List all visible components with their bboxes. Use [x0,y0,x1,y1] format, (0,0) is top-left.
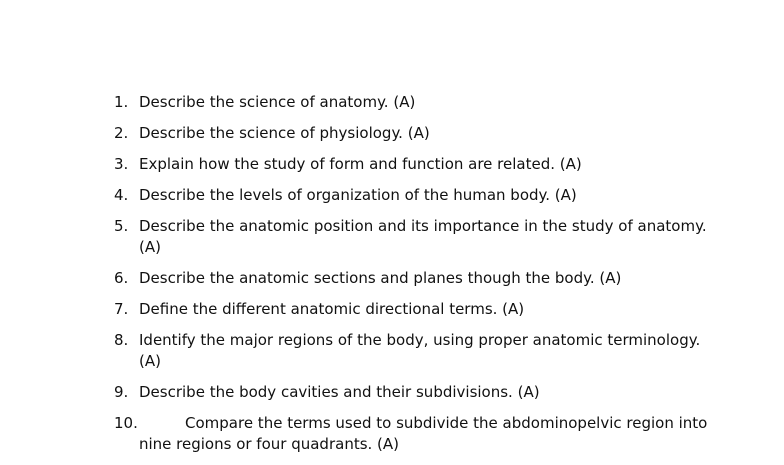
list-item-number: 1. [114,93,129,111]
list-item-text: Compare the terms used to subdivide the abdominopelvic region into nine regions or four quadrants. (A) [139,414,708,453]
list-item-text: Explain how the study of form and function are related. (A) [139,155,582,173]
list-item-number: 6. [114,269,129,287]
list-item-text: Describe the levels of organization of the human body. (A) [139,186,577,204]
list-item-text: Describe the body cavities and their subdivisions. (A) [139,383,540,401]
list-item-text: Describe the science of physiology. (A) [139,124,430,142]
list-item-number: 3. [114,155,129,173]
list-item-text: Define the different anatomic directional terms. (A) [139,300,525,318]
list-item-number: 2. [114,124,129,142]
list-item [114,154,714,175]
list-item-number: 10. [114,414,138,432]
list-item-text: Describe the science of anatomy. (A) [139,93,416,111]
list-item [114,413,714,455]
list-item [114,299,714,320]
list-item-number: 5. [114,217,129,235]
list-item-number: 9. [114,383,129,401]
list-item-text: Identify the major regions of the body, using proper anatomic terminology. (A) [139,331,701,370]
list-item-number: 8. [114,331,129,349]
list-item [114,330,714,372]
list-item-number: 4. [114,186,129,204]
list-item [114,382,714,403]
list-item-text: Describe the anatomic position and its importance in the study of anatomy. (A) [139,217,707,256]
objectives-list [114,92,714,465]
list-item [114,123,714,144]
list-item [114,268,714,289]
list-item-text: Describe the anatomic sections and planes though the body. (A) [139,269,622,287]
list-item [114,185,714,206]
list-item [114,216,714,258]
list-item [114,92,714,113]
list-item-number: 7. [114,300,129,318]
